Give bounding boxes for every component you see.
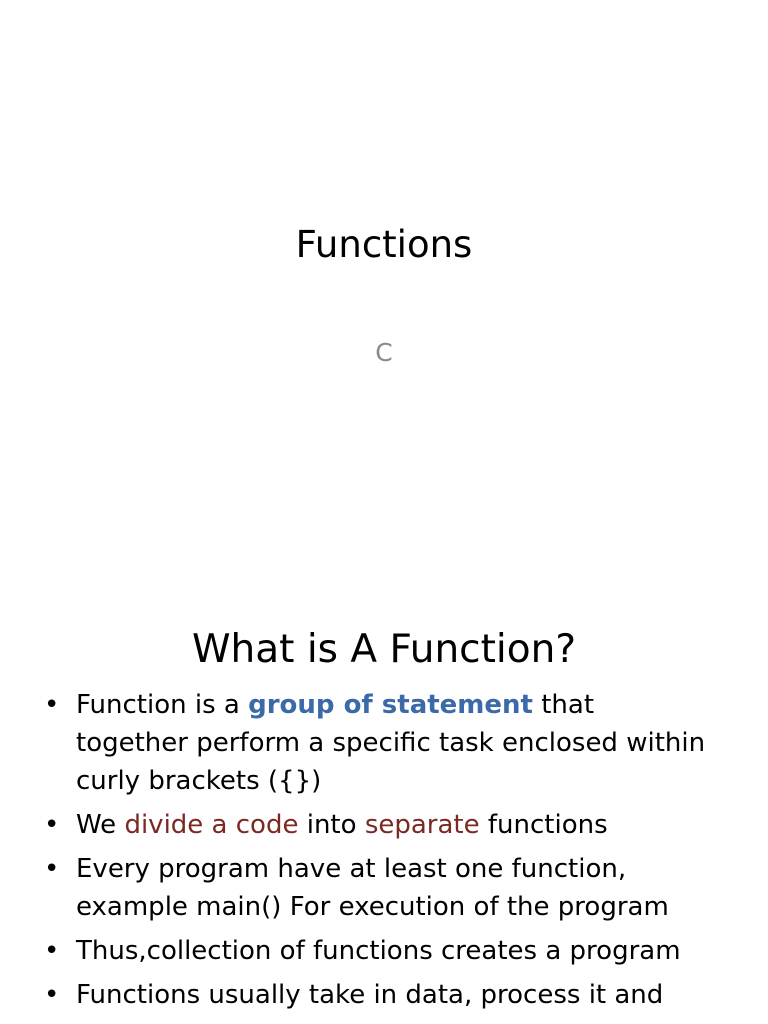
bullet-highlight: divide a code: [124, 810, 299, 840]
section-heading: What is A Function?: [191, 627, 577, 672]
bullet-item: [0, 976, 768, 1014]
bullet-list: [0, 686, 768, 1020]
bullet-text-part: We: [76, 810, 125, 840]
bullet-item: [0, 932, 768, 970]
bullet-item: [0, 850, 768, 926]
bullet-dot-icon: •: [44, 980, 60, 1010]
bullet-text-part: into: [298, 810, 365, 840]
bullet-text-part: Functions usually take in data, process it and: [76, 980, 664, 1010]
slide-title: Functions: [295, 223, 473, 266]
bullet-text-part: Every program have at least one function, example main() For execution of the program: [76, 854, 669, 922]
bullet-text-part: Thus,collection of functions creates a program: [76, 936, 681, 966]
bullet-dot-icon: •: [44, 810, 60, 840]
bullet-dot-icon: •: [44, 936, 60, 966]
bullet-text-part: Function is a: [76, 690, 249, 720]
bullet-text-part: functions: [479, 810, 608, 840]
bullet-highlight: separate: [364, 810, 480, 840]
bullet-dot-icon: •: [44, 854, 60, 884]
bullet-highlight: group of statement: [248, 690, 533, 720]
bullet-item: [0, 806, 768, 844]
bullet-dot-icon: •: [44, 690, 60, 720]
bullet-text-part: that together perform a specific task enclosed within curly brackets ({}): [76, 690, 706, 796]
bullet-item: [0, 686, 768, 800]
slide-subtitle: C: [375, 338, 393, 367]
